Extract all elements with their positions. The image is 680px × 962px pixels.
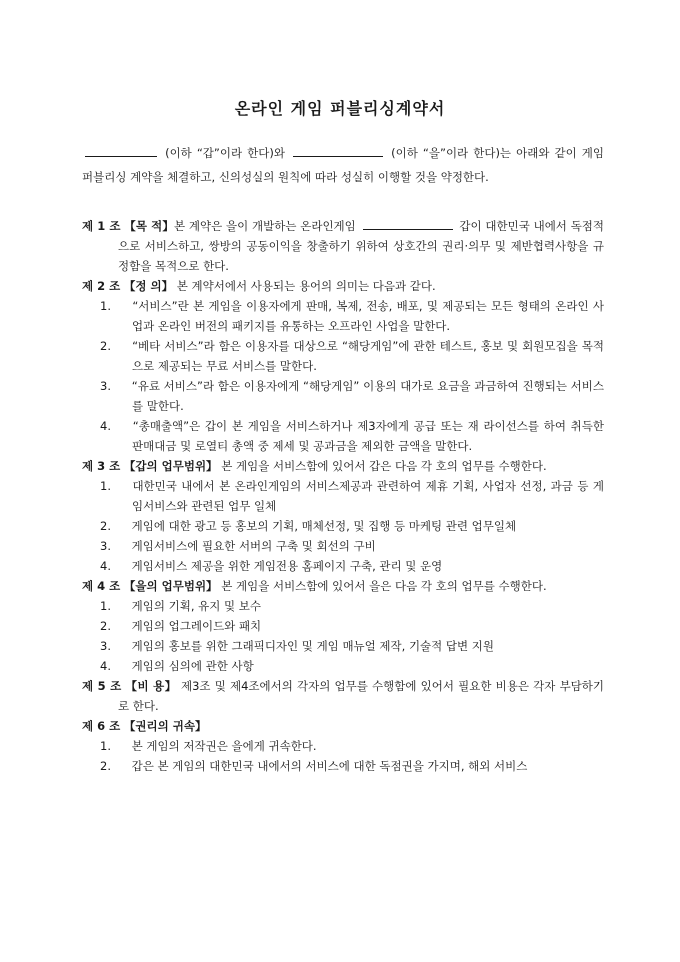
article-items <box>82 596 604 676</box>
article-body: 본 계약은 을이 개발하는 온라인게임 <box>174 219 356 233</box>
list-item <box>82 476 604 516</box>
party-b-blank <box>293 144 383 157</box>
article-body: 본 계약서에서 사용되는 용어의 의미는 다음과 같다. <box>176 279 436 293</box>
item-number: 2. <box>100 759 111 773</box>
articles <box>82 216 604 776</box>
article-title: 【권리의 귀속】 <box>123 719 207 733</box>
article-title: 【갑의 업무범위】 <box>123 459 218 473</box>
article-4 <box>82 576 604 676</box>
article-heading <box>82 216 604 276</box>
item-text: 게임의 홍보를 위한 그래픽디자인 및 게임 매뉴얼 제작, 기술적 답변 지원 <box>131 639 495 653</box>
item-number: 3. <box>100 639 111 653</box>
list-item <box>82 756 604 776</box>
item-number: 4. <box>100 559 111 573</box>
article-items <box>82 296 604 456</box>
article-heading <box>82 716 604 736</box>
article-1 <box>82 216 604 276</box>
article-heading <box>82 576 604 596</box>
article-6 <box>82 716 604 776</box>
item-number: 2. <box>100 619 111 633</box>
list-item <box>82 536 604 556</box>
item-number: 2. <box>100 339 111 353</box>
article-2 <box>82 276 604 456</box>
article-number: 제 2 조 <box>82 279 121 293</box>
article-3 <box>82 456 604 576</box>
list-item <box>82 516 604 536</box>
item-number: 4. <box>100 659 111 673</box>
article-body: 본 게임을 서비스함에 있어서 을은 다음 각 호의 업무를 수행한다. <box>221 579 547 593</box>
item-text: 본 게임의 저작권은 을에게 귀속한다. <box>131 739 317 753</box>
list-item <box>82 596 604 616</box>
item-text: “유료 서비스”라 함은 이용자에게 “해당게임” 이용의 대가로 요금을 과금하여 진행되는 서비스를 말한다. <box>131 379 605 413</box>
item-text: 게임의 업그레이드와 패치 <box>131 619 262 633</box>
article-number: 제 3 조 <box>82 459 121 473</box>
document-title: 온라인 게임 퍼블리싱계약서 <box>234 99 446 118</box>
article-title: 【을의 업무범위】 <box>123 579 218 593</box>
article-number: 제 1 조 <box>82 219 121 233</box>
article-body-cont: 갑이 대한민국 내에서 독점적으로 서비스하고, 쌍방의 공동이익을 창출하기 위하여 상호간의 권리·의무 및 제반협력사항을 규정함을 목적으로 한다. <box>118 219 605 273</box>
list-item <box>82 556 604 576</box>
item-text: “서비스”란 본 게임을 이용자에게 판매, 복제, 전송, 배포, 및 제공되는 모든 형태의 온라인 사업과 온라인 버전의 패키지를 유통하는 오프라인 사업을 말한다. <box>132 299 605 333</box>
article-body: 제3조 및 제4조에서의 각자의 업무를 수행함에 있어서 필요한 비용은 각자 부담하기로 한다. <box>118 679 605 713</box>
article-items <box>82 476 604 576</box>
item-number: 1. <box>100 599 111 613</box>
list-item <box>82 616 604 636</box>
list-item <box>82 736 604 756</box>
party-a-blank <box>85 144 157 157</box>
item-number: 4. <box>100 419 111 433</box>
item-text: 게임의 기획, 유지 및 보수 <box>131 599 262 613</box>
item-text: 게임의 심의에 관한 사항 <box>131 659 254 673</box>
article-title: 【비 용】 <box>125 679 177 693</box>
list-item <box>82 296 604 336</box>
article-heading <box>82 676 604 716</box>
list-item <box>82 636 604 656</box>
intro-part-1: (이하 “갑”이라 한다)와 <box>165 146 285 160</box>
item-text: “총매출액”은 갑이 본 게임을 서비스하거나 제3자에게 공급 또는 재 라이선스를 하여 취득한 판매대금 및 로열티 총액 중 제세 및 공과금을 제외한 금액을 말한다. <box>132 419 605 453</box>
article-body: 본 게임을 서비스함에 있어서 갑은 다음 각 호의 업무를 수행한다. <box>221 459 547 473</box>
list-item <box>82 416 604 456</box>
item-text: 대한민국 내에서 본 온라인게임의 서비스제공과 관련하여 제휴 기획, 사업자 선정, 과금 등 게임서비스와 관련된 업무 일체 <box>132 479 604 513</box>
item-number: 1. <box>100 299 111 313</box>
article-heading <box>82 456 604 476</box>
item-text: 갑은 본 게임의 대한민국 내에서의 서비스에 대한 독점권을 가지며, 해외 서비스 <box>131 759 528 773</box>
article-title: 【정 의】 <box>123 279 174 293</box>
article-number: 제 4 조 <box>82 579 121 593</box>
item-text: 게임서비스에 필요한 서버의 구축 및 회선의 구비 <box>131 539 376 553</box>
article-number: 제 6 조 <box>82 719 121 733</box>
article-title: 【목 적】 <box>124 219 175 233</box>
intro-part-2: (이하 “을”이라 한다)는 아래와 같이 게임 퍼블리싱 계약을 체결하고, 신의성실의 원칙에 따라 성실히 이행할 것을 약정한다. <box>82 146 605 184</box>
list-item <box>82 656 604 676</box>
list-item <box>82 376 604 416</box>
item-number: 3. <box>100 539 111 553</box>
article-5 <box>82 676 604 716</box>
item-text: 게임서비스 제공을 위한 게임전용 홈페이지 구축, 관리 및 운영 <box>131 559 443 573</box>
item-number: 2. <box>100 519 111 533</box>
article-items <box>82 736 604 776</box>
intro-paragraph <box>82 141 604 189</box>
item-number: 1. <box>100 739 111 753</box>
game-name-blank <box>363 217 453 230</box>
article-number: 제 5 조 <box>82 679 122 693</box>
item-number: 1. <box>100 479 111 493</box>
item-text: 게임에 대한 광고 등 홍보의 기획, 매체선정, 및 집행 등 마케팅 관련 업무일체 <box>131 519 517 533</box>
item-number: 3. <box>100 379 111 393</box>
article-heading <box>82 276 604 296</box>
list-item <box>82 336 604 376</box>
item-text: “베타 서비스”라 함은 이용자를 대상으로 “해당게임”에 관한 테스트, 홍보 및 회원모집을 목적으로 제공되는 무료 서비스를 말한다. <box>132 339 605 373</box>
